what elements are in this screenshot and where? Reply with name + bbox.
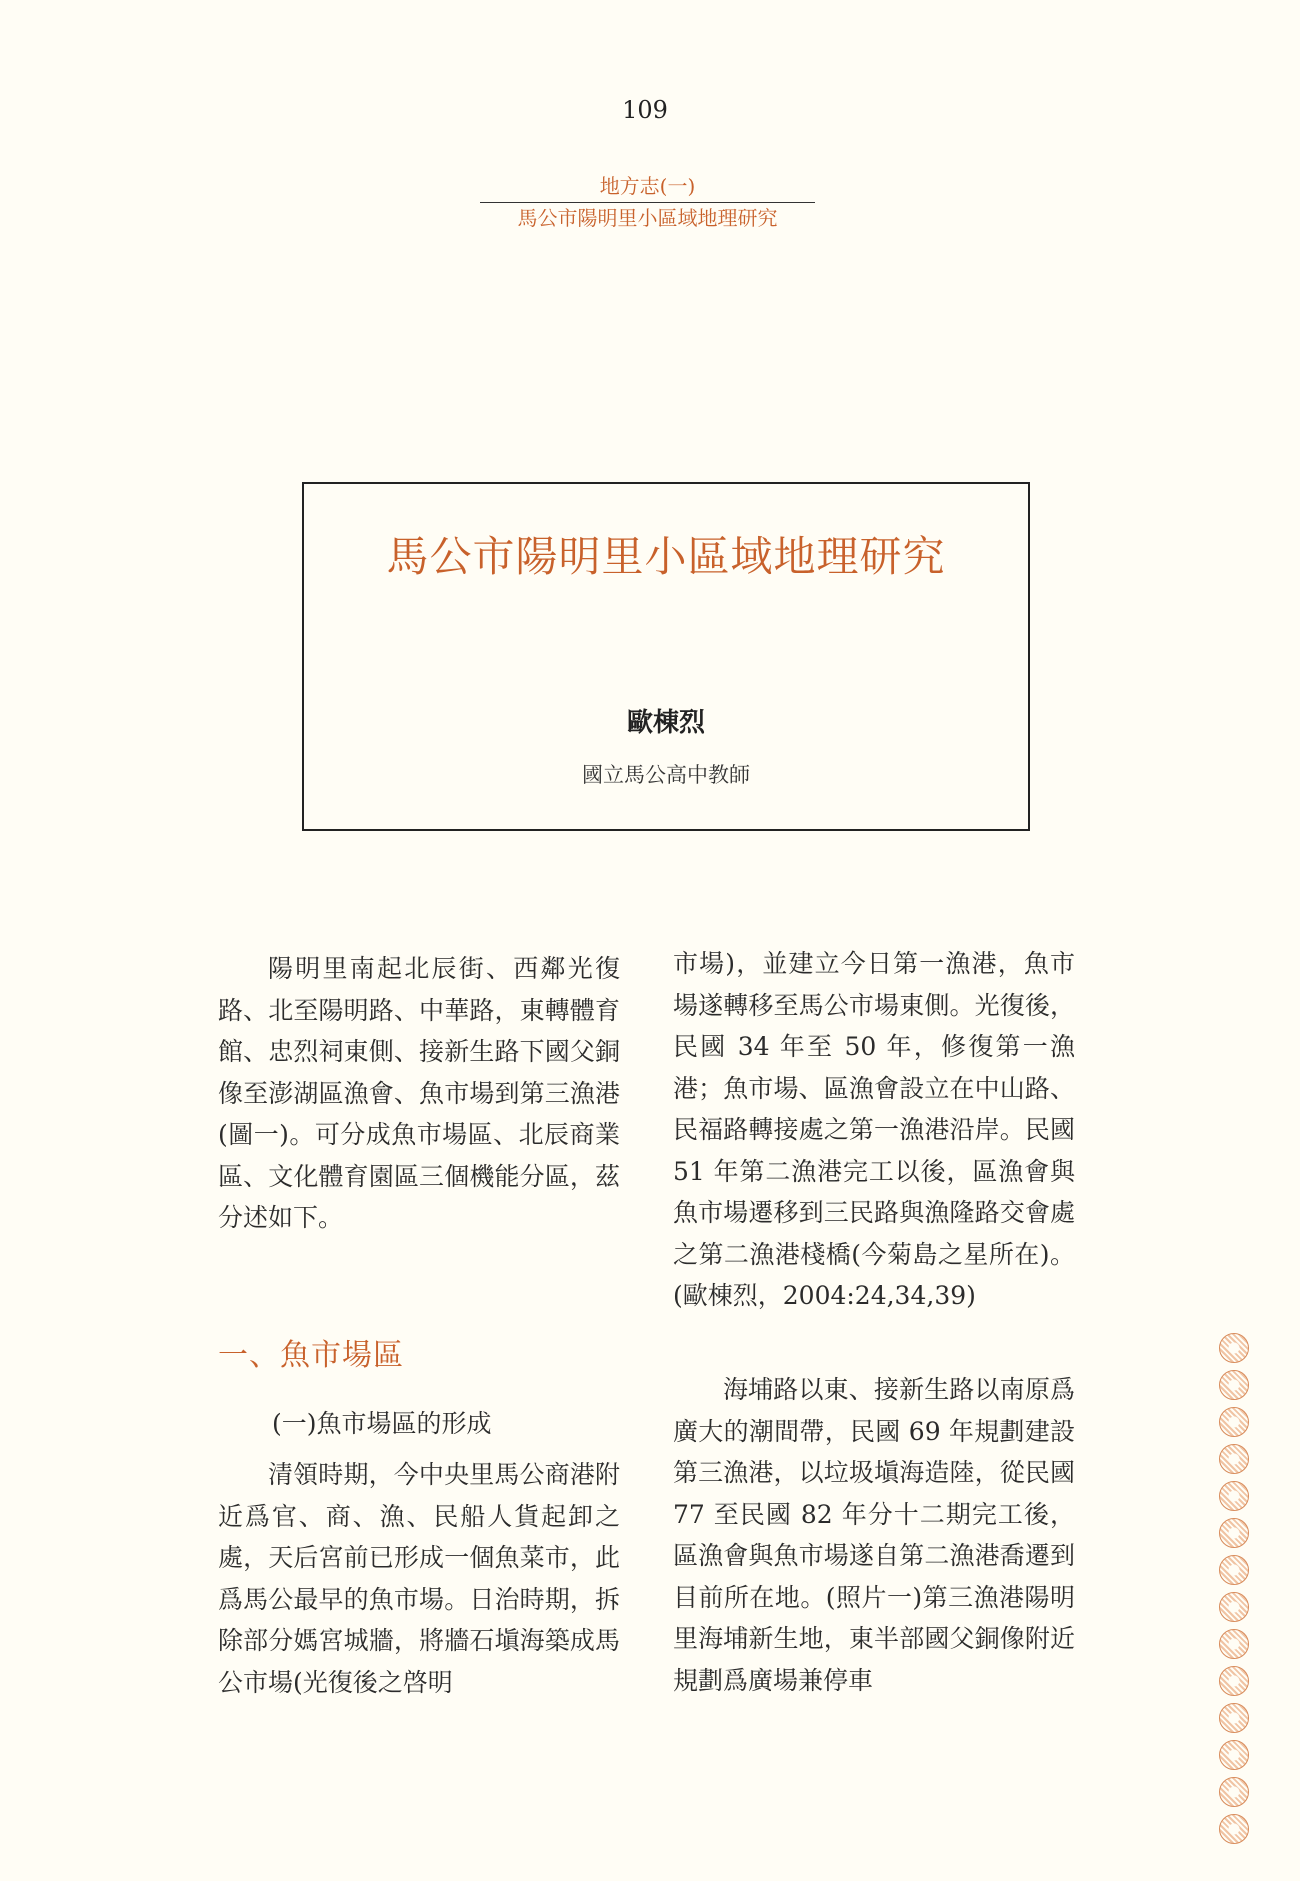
ornament-coin bbox=[1219, 1444, 1249, 1474]
ornament-coin bbox=[1219, 1555, 1249, 1585]
ornament-coin bbox=[1219, 1333, 1249, 1363]
section-heading: 一、魚市場區 bbox=[218, 1338, 404, 1373]
subsection-heading: (一)魚市場區的形成 bbox=[272, 1409, 492, 1438]
ornament-coin bbox=[1219, 1629, 1249, 1659]
right-column-continuation bbox=[673, 943, 1075, 1317]
coin-chain-ornament-icon bbox=[1218, 1333, 1252, 1851]
body-paragraph: 市場)，並建立今日第一漁港，魚市場遂轉移至馬公市場東側。光復後，民國 34 年至 50 年，修復第一漁港；魚市場、區漁會設立在中山路、民福路轉接處之第一漁港沿岸。民國 51 年第二漁港完工以後，區漁會與魚市場遷移到三民路與漁隆路交會處之第二漁港棧橋(今菊島之星所在)。(歐棟烈，2004:24,34,39) bbox=[673, 949, 1075, 1310]
ornament-coin bbox=[1219, 1740, 1249, 1770]
right-column-body bbox=[673, 1369, 1075, 1701]
intro-column bbox=[218, 948, 620, 1239]
intro-paragraph: 陽明里南起北辰街、西鄰光復路、北至陽明路、中華路，東轉體育館、忠烈祠東側、接新生路下國父銅像至澎湖區漁會、魚市場到第三漁港(圖一)。可分成魚市場區、北辰商業區、文化體育園區三個機能分區，茲分述如下。 bbox=[218, 954, 620, 1232]
running-head bbox=[480, 172, 815, 232]
left-column-body bbox=[218, 1454, 620, 1703]
ornament-coin bbox=[1219, 1814, 1249, 1844]
author-name: 歐棟烈 bbox=[626, 708, 705, 738]
ornament-coin bbox=[1219, 1407, 1249, 1437]
page-number: 109 bbox=[622, 96, 668, 124]
body-paragraph: 清領時期，今中央里馬公商港附近爲官、商、漁、民船人貨起卸之處，天后宮前已形成一個魚菜市，此爲馬公最早的魚市場。日治時期，拆除部分媽宮城牆，將牆石塡海築成馬公市場(光復後之啓明 bbox=[218, 1460, 620, 1697]
running-head-series: 地方志(一) bbox=[599, 174, 696, 198]
ornament-coin bbox=[1219, 1370, 1249, 1400]
running-head-rule bbox=[480, 202, 815, 203]
ornament-coin bbox=[1219, 1518, 1249, 1548]
ornament-coin bbox=[1219, 1703, 1249, 1733]
ornament-coin bbox=[1219, 1666, 1249, 1696]
body-paragraph: 海埔路以東、接新生路以南原爲廣大的潮間帶，民國 69 年規劃建設第三漁港，以垃圾塡海造陸，從民國 77 至民國 82 年分十二期完工後，區漁會與魚市場遂自第二漁港喬遷到目前所在地。(照片一)第三漁港陽明里海埔新生地，東半部國父銅像附近規劃爲廣場兼停車 bbox=[673, 1375, 1075, 1695]
ornament-coin bbox=[1219, 1481, 1249, 1511]
ornament-coin bbox=[1219, 1777, 1249, 1807]
title-box bbox=[302, 482, 1030, 831]
article-title: 馬公市陽明里小區域地理研究 bbox=[386, 532, 946, 581]
author-affiliation: 國立馬公高中教師 bbox=[582, 763, 750, 787]
ornament-coin bbox=[1219, 1592, 1249, 1622]
running-head-article: 馬公市陽明里小區域地理研究 bbox=[517, 206, 778, 230]
